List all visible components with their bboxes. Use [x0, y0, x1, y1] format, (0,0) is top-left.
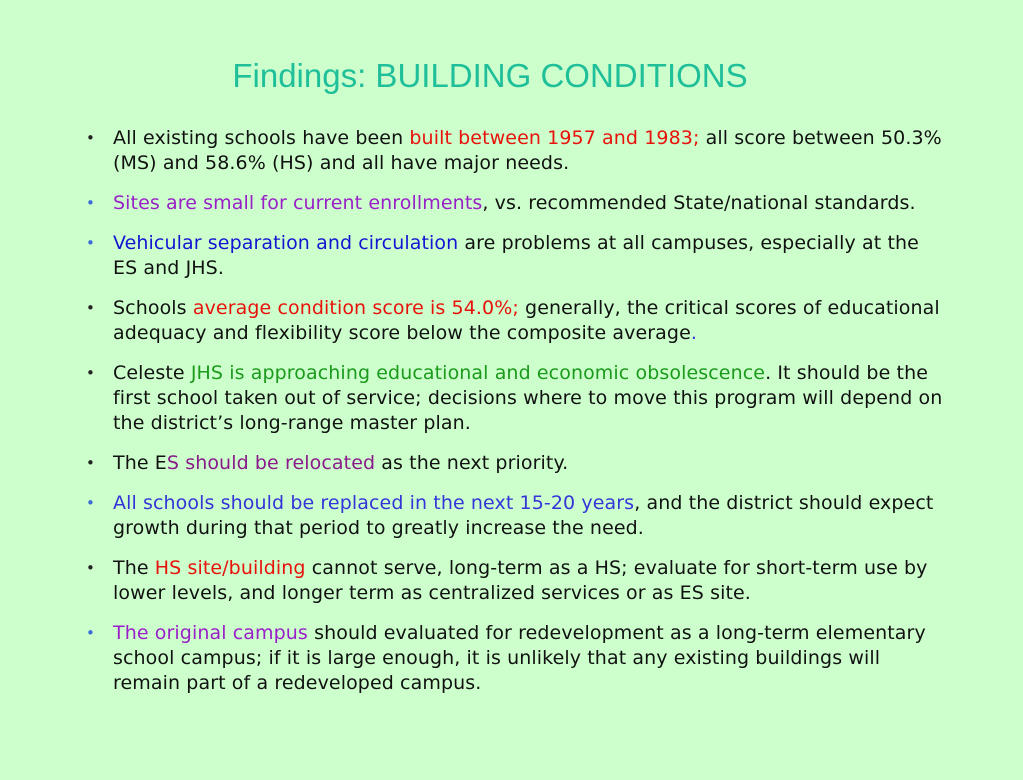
- text-segment: The E: [113, 452, 167, 474]
- bullet-dot: •: [86, 364, 95, 382]
- text-segment: cannot serve, long-term as a HS; evaluate for short-term use by lower levels, and longer term as centralized services or as ES site.: [113, 557, 928, 604]
- highlight-segment: Vehicular separation and circulation: [113, 232, 459, 254]
- highlight-segment: built between 1957 and 1983;: [409, 127, 700, 149]
- bullet-item: [86, 451, 948, 476]
- text-segment: as the next priority.: [375, 452, 569, 474]
- bullet-dot: •: [86, 129, 95, 147]
- text-segment: , vs. recommended State/national standards.: [482, 192, 916, 214]
- text-segment: The: [113, 557, 155, 579]
- bullet-item: [86, 361, 948, 436]
- text-segment: All existing schools have been: [113, 127, 410, 149]
- bullet-dot: •: [86, 624, 95, 642]
- text-segment: are problems at all campuses, especially at the ES and JHS.: [113, 232, 919, 279]
- highlight-segment: JHS is approaching educational and economic obsolescence: [190, 362, 766, 384]
- highlight-segment: The original campus: [113, 622, 308, 644]
- bullet-dot: •: [86, 454, 95, 472]
- highlight-segment: HS site/building: [154, 557, 306, 579]
- bullet-item: [86, 491, 948, 541]
- text-segment: Schools: [113, 297, 193, 319]
- bullet-item: [86, 126, 948, 176]
- bullet-dot: •: [86, 234, 95, 252]
- bullet-dot: •: [86, 194, 95, 212]
- bullet-dot: •: [86, 299, 95, 317]
- text-segment: should evaluated for redevelopment as a long-term elementary school campus; if it is large enough, it is unlikely that any existing buildings will remain part of a redeveloped campus.: [113, 622, 926, 694]
- highlight-segment: S should be relocated: [166, 452, 376, 474]
- bullet-dot: •: [86, 494, 95, 512]
- bullet-list: [86, 126, 948, 711]
- highlight-segment: average condition score is 54.0%;: [192, 297, 519, 319]
- text-segment: .: [690, 322, 698, 344]
- highlight-segment: Sites are small for current enrollments: [113, 192, 483, 214]
- text-segment: . It should be the first school taken out of service; decisions where to move this program will depend on the district’s long-range master plan.: [113, 362, 943, 434]
- bullet-dot: •: [86, 559, 95, 577]
- bullet-item: [86, 621, 948, 696]
- bullet-item: [86, 231, 948, 281]
- bullet-item: [86, 191, 948, 216]
- text-segment: Celeste: [113, 362, 191, 384]
- slide-title: Findings: BUILDING CONDITIONS: [232, 57, 748, 94]
- text-segment: generally, the critical scores of educational adequacy and flexibility score below the composite average: [113, 297, 940, 344]
- bullet-item: [86, 296, 948, 346]
- bullet-item: [86, 556, 948, 606]
- highlight-segment: All schools should be replaced in the next 15-20 years: [113, 492, 635, 514]
- text-segment: all score between 50.3% (MS) and 58.6% (HS) and all have major needs.: [113, 127, 942, 174]
- text-segment: , and the district should expect growth during that period to greatly increase the need.: [113, 492, 934, 539]
